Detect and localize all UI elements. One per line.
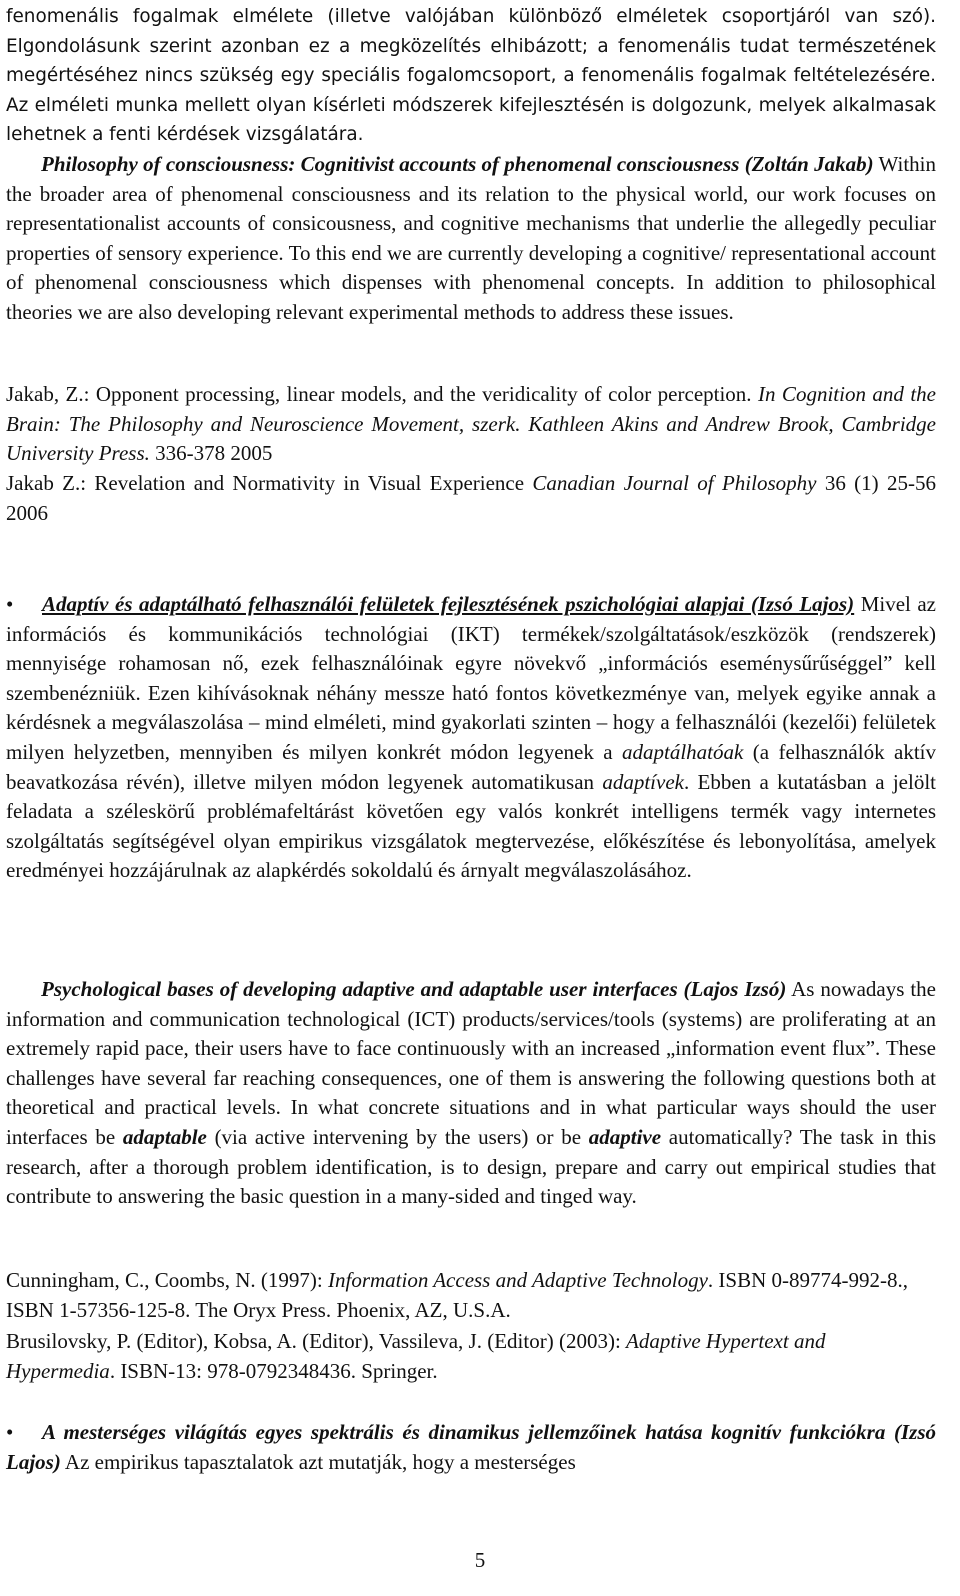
adaptive-ref1-authors: Cunningham, C., Coombs, N. (1997): — [6, 1268, 329, 1292]
ref1-book: In Cognition and the Brain: The Philosophy and Neuroscience Movement, szerk. Kathleen Akins and Andrew Brook, Cambridge University Press. — [6, 382, 936, 466]
philosophy-body: Within the broader area of phenomenal consciousness and its relation to the physical world, our work focuses on representationalist accounts of consicousness, and cognitive mechanisms that underlie the allegedly peculiar properties of sensory experience. To this end we are currently developing a cognitive/ representational account of phenomenal consciousness which dispenses with phenomenal concepts. In addition to philosophical theories we are also developing relevant experimental methods to address these issues. — [6, 152, 936, 324]
adaptive-en-heading: Psychological bases of developing adaptive and adaptable user interfaces (Lajos Izsó) — [41, 977, 787, 1001]
adaptive-en-body-1: As nowadays the information and communication technological (ICT) products/services/tools (systems) are proliferating at an extremely rapid pace, their users have to face continuously with an increased „information event flux”. These challenges have several far reaching consequences, one of them is answering the following questions both at theoretical and practical levels. In what concrete situations and in what particular ways should the user interfaces be — [6, 977, 936, 1149]
philosophy-heading: Philosophy of consciousness: Cognitivist accounts of phenomenal consciousness (Zoltán Jakab) — [41, 152, 874, 176]
adaptive-en-term-1: adaptable — [122, 1124, 207, 1149]
ref2-authors-title: Jakab Z.: Revelation and Normativity in Visual Experience — [6, 471, 533, 495]
adaptive-hu-term-2: adaptívek — [602, 769, 684, 794]
page-number: 5 — [474, 1548, 486, 1572]
adaptive-ref2-details: . ISBN-13: 978-0792348436. Springer. — [109, 1358, 438, 1383]
adaptive-hu-term-1: adaptálhatóak — [622, 739, 744, 764]
adaptive-reference-2 — [6, 1327, 936, 1386]
adaptive-ref2-authors: Brusilovsky, P. (Editor), Kobsa, A. (Editor), Vassileva, J. (Editor) (2003): — [6, 1329, 627, 1353]
lighting-heading: A mesterséges világítás egyes spektrális és dinamikus jellemzőinek hatása kognitív funkciókra (Izsó Lajos) — [6, 1420, 936, 1474]
intro-paragraph — [6, 2, 936, 150]
bullet-icon: • — [6, 1420, 14, 1444]
adaptive-hu-body-3: . Ebben a kutatásban a jelölt feladata a széleskörű problémafeltárást követően egy valós konkrét intelligens termék vagy internetes szolgáltatás segítségével olyan empirikus vizsgálatok megtervezése, előkészítése és lebonyolítása, amelyek eredményei hozzájárulnak az alapkérdés sokoldalú és árnyalt megválaszolásához. — [6, 769, 936, 883]
philosophy-paragraph — [6, 150, 936, 328]
adaptive-hu-body-1: Mivel az információs és kommunikációs technológiai (IKT) termékek/szolgáltatások/eszközök (rendszerek) mennyisége rohamosan nő, ezek felhasználóinak egyre növekvő „információs eseménysűrűséggel” kell szembenézniük. Ezen kihívásoknak néhány messze ható fontos következménye van, melyek egyike annak a kérdésnek a megválaszolása – mind elméleti, mind gyakorlati szinten – hogy a felhasználói (kezelői) felületek milyen helyzetben, mennyiben és milyen konkrét módon legyenek a — [6, 592, 936, 764]
lighting-body: Az empirikus tapasztalatok azt mutatják, hogy a mesterséges — [60, 1449, 576, 1474]
adaptive-en-paragraph — [6, 975, 936, 1212]
ref2-journal: Canadian Journal of Philosophy — [532, 471, 817, 495]
adaptive-ref2-title: Adaptive Hypertext and Hypermedia — [6, 1329, 826, 1383]
philosophy-reference-2 — [6, 469, 936, 528]
adaptive-ref1-details: . ISBN 0-89774-992-8., ISBN 1-57356-125-8. The Oryx Press. Phoenix, AZ, U.S.A. — [6, 1268, 908, 1322]
adaptive-en-term-2: adaptive — [588, 1124, 662, 1149]
lighting-paragraph — [6, 1418, 936, 1477]
adaptive-en-body-2: (via active intervening by the users) or be — [206, 1124, 589, 1149]
adaptive-reference-1 — [6, 1266, 936, 1325]
intro-paragraph-text: fenomenális fogalmak elmélete (illetve valójában különböző elméletek csoportjáról van szó). Elgondolásunk szerint azonban ez a megközelítés elhibázott; a fenomenális tudat természetének megértéséhez nincs szükség egy speciális fogalomcsoport, a fenomenális fogalmak feltételezésére. Az elméleti munka mellett olyan kísérleti módszerek kifejlesztésén is dolgozunk, melyek alkalmasak lehetnek a fenti kérdések vizsgálatára. — [6, 6, 936, 146]
adaptive-hu-body-2: (a felhasználók aktív beavatkozása révén), illetve milyen módon legyenek automatikusan — [6, 739, 936, 794]
ref2-volume: 36 (1) 25-56 2006 — [6, 471, 936, 525]
adaptive-hu-heading: Adaptív és adaptálható felhasználói felületek fejlesztésének pszichológiai alapjai (Izsó Lajos) — [42, 592, 855, 616]
philosophy-reference-1 — [6, 380, 936, 469]
adaptive-en-body-3: automatically? The task in this research, after a thorough problem identification, is to design, prepare and carry out empirical studies that contribute to answering the basic question in a many-sided and tinged way. — [6, 1124, 936, 1209]
adaptive-hu-paragraph — [6, 590, 936, 886]
ref1-authors-title: Jakab, Z.: Opponent processing, linear models, and the veridicality of color perception. — [6, 382, 758, 406]
adaptive-ref1-title: Information Access and Adaptive Technology — [328, 1268, 708, 1292]
bullet-icon: • — [6, 592, 14, 616]
ref1-pages-year: 336-378 2005 — [149, 441, 273, 466]
